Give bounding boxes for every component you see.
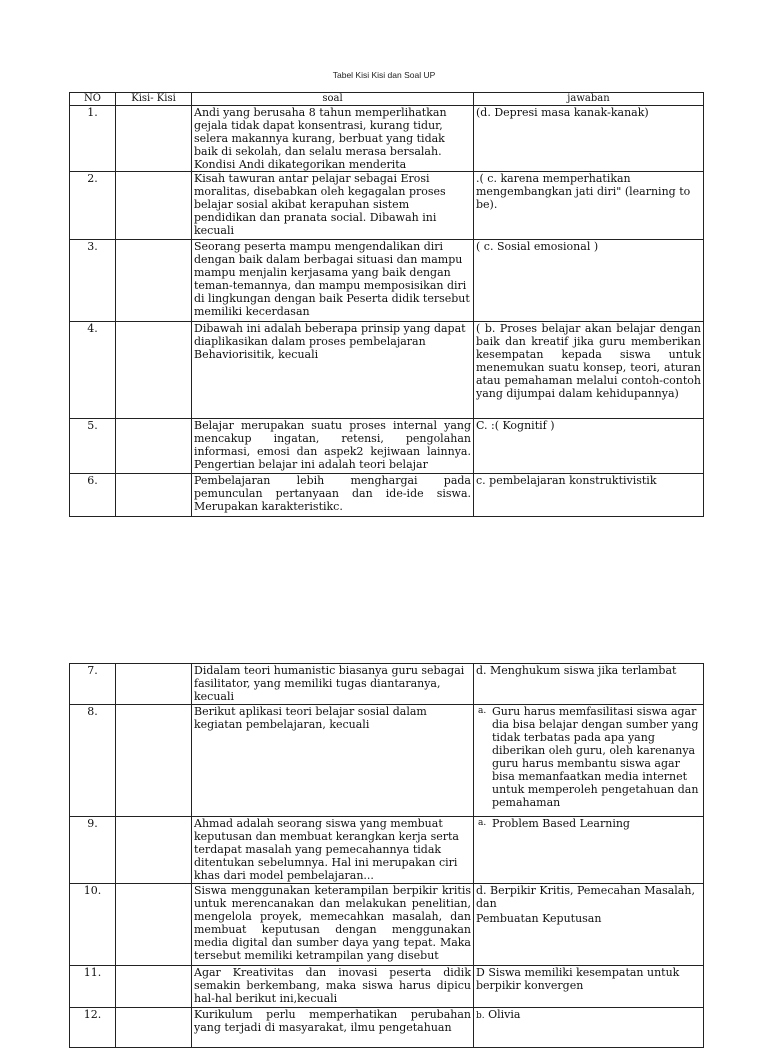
header-kisi: Kisi- Kisi: [116, 93, 192, 106]
jawaban-text: Olivia: [488, 1008, 521, 1021]
kisi-table-2: [69, 663, 704, 1048]
kisi-cell: [116, 705, 192, 817]
kisi-cell: [116, 966, 192, 1008]
row-number: 12.: [70, 1008, 116, 1048]
jawaban-cell: (d. Depresi masa kanak-kanak): [474, 106, 704, 172]
table-row: [70, 474, 704, 517]
table-row: [70, 664, 704, 705]
table-row: [70, 322, 704, 419]
kisi-cell: [116, 474, 192, 517]
row-number: 6.: [70, 474, 116, 517]
table-row: [70, 172, 704, 240]
row-number: 8.: [70, 705, 116, 817]
jawaban-cell: d. Menghukum siswa jika terlambat: [474, 664, 704, 705]
soal-cell: Siswa menggunakan keterampilan berpikir kritis untuk merencanakan dan melakukan penelitian, mengelola proyek, memecahkan masalah, dan membuat keputusan dengan menggunakan media digital dan sumber daya yang tepat. Maka tersebut memiliki ketrampilan yang disebut: [192, 884, 474, 966]
row-number: 11.: [70, 966, 116, 1008]
jawaban-item: [478, 705, 701, 809]
row-number: 1.: [70, 106, 116, 172]
row-number: 9.: [70, 817, 116, 884]
kisi-cell: [116, 664, 192, 705]
jawaban-item: [478, 817, 701, 830]
jawaban-cell: c. pembelajaran konstruktivistik: [474, 474, 704, 517]
table-row: [70, 106, 704, 172]
jawaban-cell: C. :( Kognitif ): [474, 419, 704, 474]
kisi-table-1: [69, 92, 704, 517]
option-letter: b.: [476, 1011, 485, 1021]
table-row: [70, 705, 704, 817]
row-number: 4.: [70, 322, 116, 419]
jawaban-cell: .( c. karena memperhatikan mengembangkan jati diri" (learning to be).: [474, 172, 704, 240]
kisi-cell: [116, 240, 192, 322]
row-number: 10.: [70, 884, 116, 966]
jawaban-cell: ( b. Proses belajar akan belajar dengan baik dan kreatif jika guru memberikan kesempatan kepada siswa untuk menemukan suatu konsep, teori, aturan atau pemahaman melalui contoh-contoh yang dijumpai dalam kehidupannya): [474, 322, 704, 419]
header-soal: soal: [192, 93, 474, 106]
table-row: [70, 817, 704, 884]
jawaban-cell: [474, 817, 704, 884]
soal-cell: Agar Kreativitas dan inovasi peserta didik semakin berkembang, maka siswa harus dipicu hal-hal berikut ini,kecuali: [192, 966, 474, 1008]
document-title: Tabel Kisi Kisi dan Soal UP: [332, 70, 436, 80]
row-number: 3.: [70, 240, 116, 322]
jawaban-cell: [474, 705, 704, 817]
soal-cell: Dibawah ini adalah beberapa prinsip yang dapat diaplikasikan dalam proses pembelajaran Behaviorisitik, kecuali: [192, 322, 474, 419]
header-jawaban: jawaban: [474, 93, 704, 106]
row-number: 2.: [70, 172, 116, 240]
jawaban-text-line2: Pembuatan Keputusan: [476, 912, 602, 925]
header-no: NO: [70, 93, 116, 106]
jawaban-text: Problem Based Learning: [492, 817, 630, 830]
table-row: [70, 884, 704, 966]
kisi-cell: [116, 884, 192, 966]
table-row: [70, 966, 704, 1008]
jawaban-text: Guru harus memfasilitasi siswa agar dia bisa belajar dengan sumber yang tidak terbatas pada apa yang diberikan oleh guru, oleh karenanya guru harus membantu siswa agar bisa memanfaatkan media internet untuk memperoleh pengetahuan dan pemahaman: [492, 705, 699, 809]
kisi-cell: [116, 172, 192, 240]
jawaban-text: d. Berpikir Kritis, Pemecahan Masalah, dan: [476, 884, 695, 910]
table-header-row: [70, 93, 704, 106]
table-row: [70, 240, 704, 322]
soal-cell: Didalam teori humanistic biasanya guru sebagai fasilitator, yang memiliki tugas diantaranya, kecuali: [192, 664, 474, 705]
jawaban-cell: D Siswa memiliki kesempatan untuk berpikir konvergen: [474, 966, 704, 1008]
jawaban-list: [476, 1008, 701, 1023]
jawaban-cell: [474, 884, 704, 966]
option-letter: a.: [478, 706, 487, 716]
row-number: 7.: [70, 664, 116, 705]
jawaban-cell: [474, 1008, 704, 1048]
table-row: [70, 1008, 704, 1048]
soal-cell: Seorang peserta mampu mengendalikan diri dengan baik dalam berbagai situasi dan mampu mampu menjalin kerjasama yang baik dengan teman-temannya, dan mampu memposisikan diri di lingkungan dengan baik Peserta didik tersebut memiliki kecerdasan: [192, 240, 474, 322]
soal-cell: Berikut aplikasi teori belajar sosial dalam kegiatan pembelajaran, kecuali: [192, 705, 474, 817]
kisi-cell: [116, 419, 192, 474]
row-number: 5.: [70, 419, 116, 474]
kisi-cell: [116, 817, 192, 884]
soal-cell: Andi yang berusaha 8 tahun memperlihatkan gejala tidak dapat konsentrasi, kurang tidur, selera makannya kurang, berbuat yang tidak baik di sekolah, dan selalu merasa bersalah. Kondisi Andi dikategorikan menderita: [192, 106, 474, 172]
kisi-cell: [116, 322, 192, 419]
soal-cell: Kisah tawuran antar pelajar sebagai Erosi moralitas, disebabkan oleh kegagalan proses belajar sosial akibat kerapuhan sistem pendidikan dan pranata social. Dibawah ini kecuali: [192, 172, 474, 240]
soal-cell: Kurikulum perlu memperhatikan perubahan yang terjadi di masyarakat, ilmu pengetahuan: [192, 1008, 474, 1048]
jawaban-cell: ( c. Sosial emosional ): [474, 240, 704, 322]
soal-cell: Ahmad adalah seorang siswa yang membuat keputusan dan membuat kerangkan kerja serta terdapat masalah yang pemecahannya tidak ditentukan sebelumnya. Hal ini merupakan ciri khas dari model pembelajaran...: [192, 817, 474, 884]
option-letter: a.: [478, 818, 487, 828]
jawaban-list: [476, 705, 701, 809]
kisi-cell: [116, 106, 192, 172]
table-row: [70, 419, 704, 474]
jawaban-list: [476, 817, 701, 830]
soal-cell: Belajar merupakan suatu proses internal yang mencakup ingatan, retensi, pengolahan informasi, emosi dan aspek2 kejiwaan lainnya. Pengertian belajar ini adalah teori belajar: [192, 419, 474, 474]
jawaban-item: [476, 1008, 701, 1023]
soal-cell: Pembelajaran lebih menghargai pada pemunculan pertanyaan dan ide-ide siswa. Merupakan karakteristikc.: [192, 474, 474, 517]
kisi-cell: [116, 1008, 192, 1048]
